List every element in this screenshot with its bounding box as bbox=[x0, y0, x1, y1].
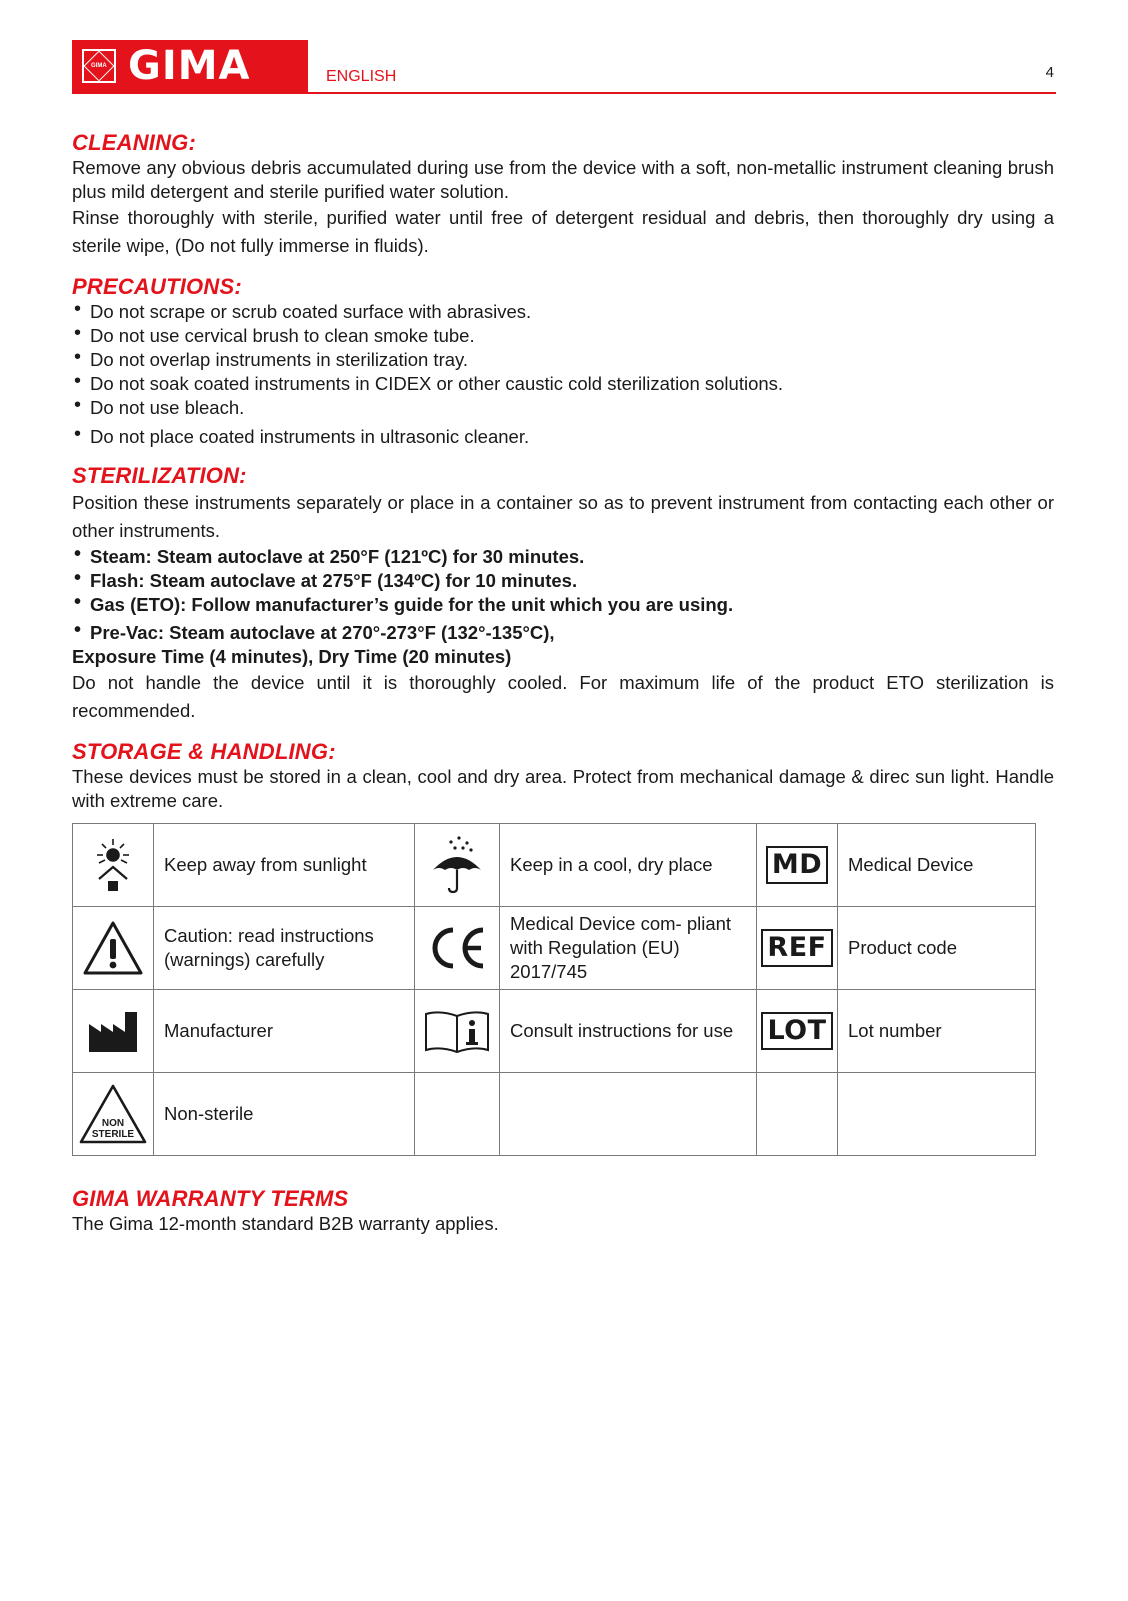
list-item: • Gas (ETO): Follow manufacturer’s guide for the unit which you are using. bbox=[72, 593, 1054, 617]
header-divider bbox=[72, 92, 1056, 94]
non-sterile-icon bbox=[73, 1073, 154, 1156]
precautions-heading: PRECAUTIONS: bbox=[72, 274, 242, 299]
list-item: • Do not overlap instruments in sterilization tray. bbox=[72, 348, 1054, 372]
sterilization-continuation: Exposure Time (4 minutes), Dry Time (20 minutes) bbox=[72, 646, 512, 667]
empty-cell bbox=[757, 1073, 838, 1156]
dry-place-label: Keep in a cool, dry place bbox=[500, 824, 757, 907]
lot-code: LOT bbox=[761, 1012, 832, 1050]
ifu-label: Consult instructions for use bbox=[500, 990, 757, 1073]
book-info-icon bbox=[415, 990, 500, 1073]
page-header bbox=[72, 40, 1056, 94]
medical-device-label: Medical Device bbox=[838, 824, 1036, 907]
ce-label: Medical Device com- pliant with Regulation (EU) 2017/745 bbox=[500, 907, 757, 990]
md-icon bbox=[757, 824, 838, 907]
list-item: • Flash: Steam autoclave at 275°F (134ºC) for 10 minutes. bbox=[72, 569, 1054, 593]
storage-heading: STORAGE & HANDLING: bbox=[72, 739, 336, 764]
precautions-list bbox=[72, 300, 1054, 449]
list-item: • Do not place coated instruments in ultrasonic cleaner. bbox=[72, 425, 1054, 449]
md-code: MD bbox=[766, 846, 828, 884]
empty-cell bbox=[415, 1073, 500, 1156]
umbrella-icon bbox=[415, 824, 500, 907]
list-item: • Steam: Steam autoclave at 250°F (121ºC) for 30 minutes. bbox=[72, 545, 1054, 569]
table-row bbox=[73, 990, 1036, 1073]
list-item: • Pre-Vac: Steam autoclave at 270°-273°F (132°-135°C), bbox=[72, 621, 1054, 645]
storage-paragraph: These devices must be stored in a clean, cool and dry area. Protect from mechanical damage & direc sun light. Handle with extreme care. bbox=[72, 766, 1054, 811]
list-item: • Do not soak coated instruments in CIDEX or other caustic cold sterilization solutions. bbox=[72, 372, 1054, 396]
sunlight-label: Keep away from sunlight bbox=[154, 824, 415, 907]
lot-number-label: Lot number bbox=[838, 990, 1036, 1073]
caution-label: Caution: read instructions (warnings) carefully bbox=[154, 907, 415, 990]
cleaning-paragraph-1: Remove any obvious debris accumulated during use from the device with a soft, non-metallic instrument cleaning brush plus mild detergent and sterile purified water solution. bbox=[72, 157, 1054, 202]
sterilization-heading: STERILIZATION: bbox=[72, 463, 247, 488]
cleaning-paragraph-2: Rinse thoroughly with sterile, purified water until free of detergent residual and debris, then thoroughly dry using a sterile wipe, (Do not fully immerse in fluids). bbox=[72, 207, 1054, 256]
table-row bbox=[73, 907, 1036, 990]
factory-icon bbox=[73, 990, 154, 1073]
ce-mark-icon bbox=[415, 907, 500, 990]
sterilization-list bbox=[72, 545, 1054, 645]
page-number: 4 bbox=[1045, 64, 1054, 81]
logo-text: GIMA bbox=[128, 43, 251, 89]
empty-cell bbox=[838, 1073, 1036, 1156]
table-row bbox=[73, 824, 1036, 907]
list-item: • Do not scrape or scrub coated surface with abrasives. bbox=[72, 300, 1054, 324]
list-item: • Do not use bleach. bbox=[72, 396, 1054, 420]
non-sterile-label: Non-sterile bbox=[154, 1073, 415, 1156]
gima-logo bbox=[72, 40, 308, 92]
lot-icon bbox=[757, 990, 838, 1073]
warning-icon bbox=[73, 907, 154, 990]
ref-icon bbox=[757, 907, 838, 990]
table-row bbox=[73, 1073, 1036, 1156]
page-content bbox=[72, 130, 1054, 1236]
warranty-paragraph: The Gima 12-month standard B2B warranty applies. bbox=[72, 1213, 499, 1234]
symbols-table bbox=[72, 823, 1036, 1156]
manufacturer-label: Manufacturer bbox=[154, 990, 415, 1073]
list-item: • Do not use cervical brush to clean smoke tube. bbox=[72, 324, 1054, 348]
non-sterile-icon-top: NON bbox=[101, 1118, 125, 1129]
gima-badge-icon: GIMA bbox=[82, 49, 116, 83]
language-label: ENGLISH bbox=[326, 68, 397, 85]
warranty-heading: GIMA WARRANTY TERMS bbox=[72, 1186, 349, 1211]
ref-code: REF bbox=[761, 929, 832, 967]
cleaning-heading: CLEANING: bbox=[72, 130, 197, 155]
sun-icon bbox=[73, 824, 154, 907]
non-sterile-icon-bottom: STERILE bbox=[91, 1129, 135, 1140]
empty-cell bbox=[500, 1073, 757, 1156]
sterilization-intro: Position these instruments separately or place in a container so as to prevent instrument from contacting each other or other instruments. bbox=[72, 492, 1054, 541]
sterilization-note: Do not handle the device until it is thoroughly cooled. For maximum life of the product ETO sterilization is recommended. bbox=[72, 672, 1054, 721]
product-code-label: Product code bbox=[838, 907, 1036, 990]
